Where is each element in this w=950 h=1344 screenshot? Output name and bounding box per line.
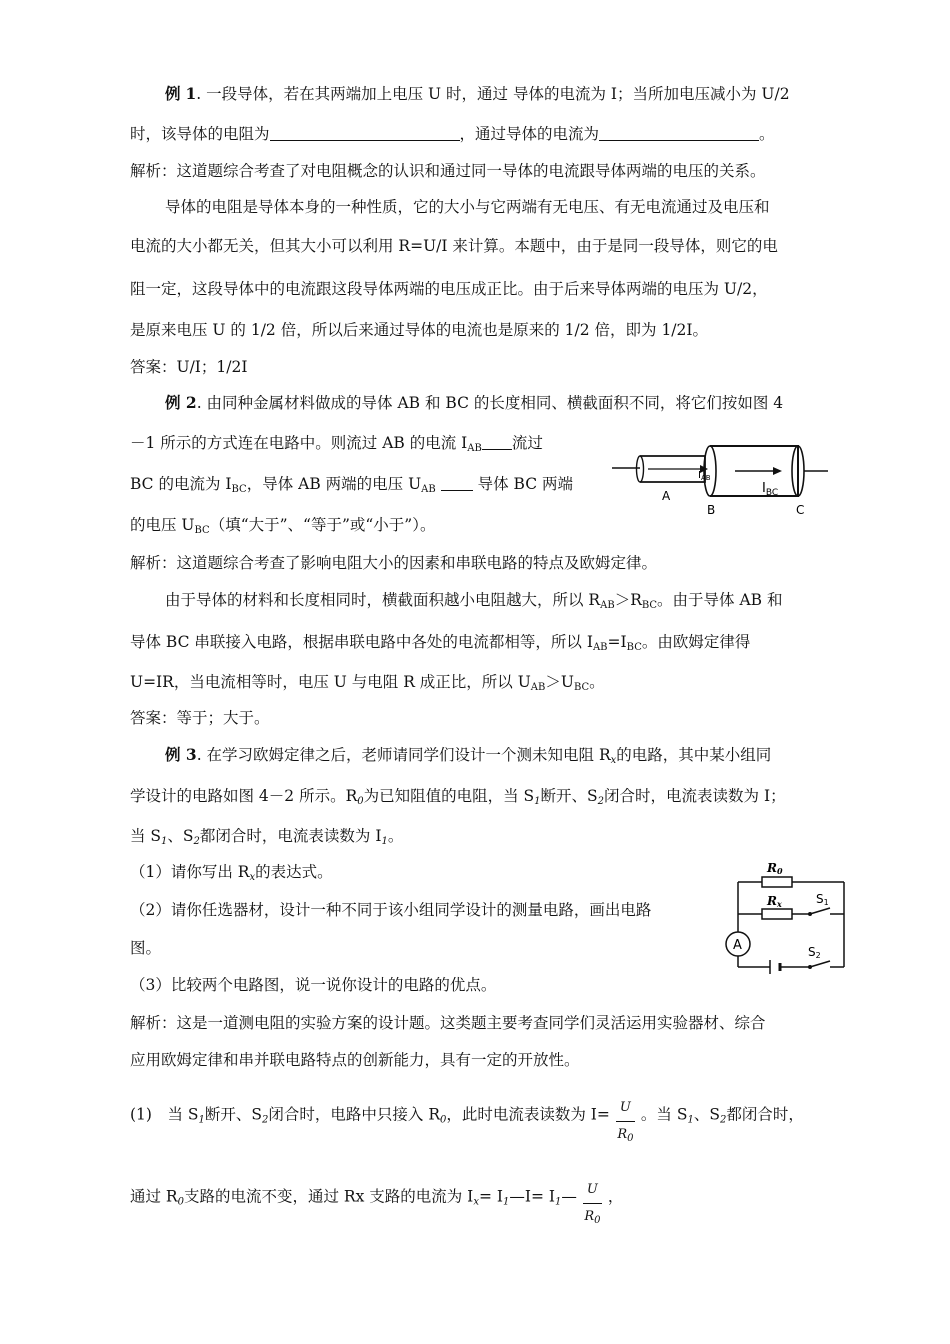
ex1-para-4: 是原来电压 U 的 1/2 倍，所以后来通过导体的电流也是原来的 1/2 倍，即为 1/2I。	[130, 321, 709, 339]
ex3-question-2-cont: 图。	[130, 939, 162, 957]
ex1-para-1: 导体的电阻是导体本身的一种性质，它的大小与它两端有无电压、有无电流通过及电压和	[165, 198, 770, 216]
resistor-rx	[762, 909, 792, 919]
ex1-para-2: 电流的大小都无关，但其大小可以利用 R=U/I 来计算。本题中，由于是同一段导体，则它的电	[130, 237, 778, 255]
ex1-line-1: 例 1. 一段导体，若在其两端加上电压 U 时，通过 导体的电流为 I；当所加电压减小为 U/2	[165, 84, 790, 103]
figure-4-2-circuit	[712, 855, 852, 975]
figure-4-1-conductor	[610, 440, 830, 520]
label-s2: S2	[808, 945, 821, 960]
ex2-para-1: 由于导体的材料和长度相同时，横截面积越小电阻越大，所以 $R_{AB}>R_{BC}$。由于导体 AB 和	[165, 591, 783, 611]
ex3-line-1: 例 3. 在学习欧姆定律之后，老师请同学们设计一个测未知电阻 $R_x$的电路，其中某小组同	[165, 745, 772, 766]
ex2-analysis: 解析：这道题综合考查了影响电阻大小的因素和串联电路的特点及欧姆定律。	[130, 554, 658, 572]
ex1-line-2: 时，该导体的电阻为 ，通过导体的电流为 。	[130, 125, 775, 143]
ex3-analysis-2: 应用欧姆定律和串并联电路特点的创新能力，具有一定的开放性。	[130, 1051, 580, 1069]
ex3-line-3: 当 $S_1$、$S_2$都闭合时，电流表读数为 $I_1$。	[130, 827, 404, 847]
fraction-u-over-r0-2: $\frac{U}{R_0}$	[584, 1182, 601, 1226]
label-a: A	[662, 489, 671, 503]
ex1-label: 例	[165, 84, 181, 103]
ex3-analysis-1: 解析：这是一道测电阻的实验方案的设计题。这类题主要考查同学们灵活运用实验器材、综合	[130, 1014, 766, 1032]
ex3-solution-1: (1) 当 $S_1$断开、$S_2$闭合时，电路中只接入 $R_0$，此时电流表读数为 I= $\frac{U}{R_0}$ 。当 $S_1$、$S_2$都闭合时，	[130, 1090, 804, 1141]
ex2-line-1: 例 2. 由同种金属材料做成的导体 AB 和 BC 的长度相同、横截面积不同，将它们按如图 4	[165, 393, 784, 412]
label-c: C	[796, 503, 805, 517]
switch-s1	[810, 908, 830, 914]
ex1-analysis: 解析：这道题综合考查了对电阻概念的认识和通过同一导体的电流跟导体两端的电压的关系。	[130, 162, 766, 180]
ex2-para-3: U=IR，当电流相等时，电压 U 与电阻 R 成正比，所以 $U_{AB}>U_{BC}$。	[130, 673, 605, 693]
answer-blank-1[interactable]	[270, 125, 460, 141]
ex2-para-2: 导体 BC 串联接入电路，根据串联电路中各处的电流都相等，所以 $I_{AB}=I_{BC}$。由欧姆定律得	[130, 633, 751, 653]
ex3-line-2: 学设计的电路如图 4－2 所示。$R_0$为已知阻值的电阻，当 $S_1$断开、$S_2$闭合时，电流表读数为 I；	[130, 787, 786, 807]
ex2-label: 例 2	[165, 393, 197, 412]
answer-blank-3[interactable]	[482, 434, 512, 450]
resistor-r0	[762, 877, 792, 887]
answer-blank-4[interactable]	[441, 475, 473, 491]
ex3-question-1: （1）请你写出 $R_x$的表达式。	[130, 863, 333, 883]
label-b: B	[707, 503, 716, 517]
ex2-line-2: －1 所示的方式连在电路中。则流过 AB 的电流 $I_{AB}$ 流过	[130, 434, 543, 454]
switch-s2	[810, 961, 830, 967]
label-r0: R0	[767, 861, 783, 876]
ex1-answer: 答案：U/I；1/2I	[130, 358, 248, 376]
ex2-line-4: 的电压 $U_{BC}$（填“大于”、“等于”或“小于”）。	[130, 516, 436, 536]
answer-blank-2[interactable]	[599, 125, 759, 141]
label-ammeter: A	[733, 938, 742, 953]
ex2-line-3: BC 的电流为 $I_{BC}$，导体 AB 两端的电压 $U_{AB}$ 导体 BC 两端	[130, 475, 573, 495]
ex2-answer: 答案：等于；大于。	[130, 709, 270, 727]
label-iab: $I_{AB}$	[698, 470, 711, 482]
label-ibc: $I_{BC}$	[762, 481, 779, 498]
label-s1: S1	[816, 892, 829, 907]
label-rx: Rx	[767, 894, 782, 909]
ex3-solution-2: 通过 $R_0$支路的电流不变，通过 Rx 支路的电流为 $I_x=$ $I_1—I=$ $I_1—$ $\frac{U}{R_0}$ ，	[130, 1172, 623, 1223]
ex3-question-2: （2）请你任选器材，设计一种不同于该小组同学设计的测量电路，画出电路	[130, 901, 652, 919]
ex3-label: 例 3	[165, 745, 197, 764]
ex3-question-3: （3）比较两个电路图，说一说你设计的电路的优点。	[130, 976, 497, 994]
fraction-u-over-r0: $\frac{U}{R_0}$	[617, 1100, 634, 1144]
ex1-para-3: 阻一定，这段导体中的电流跟这段导体两端的电压成正比。由于后来导体两端的电压为 U/2，	[130, 280, 768, 298]
